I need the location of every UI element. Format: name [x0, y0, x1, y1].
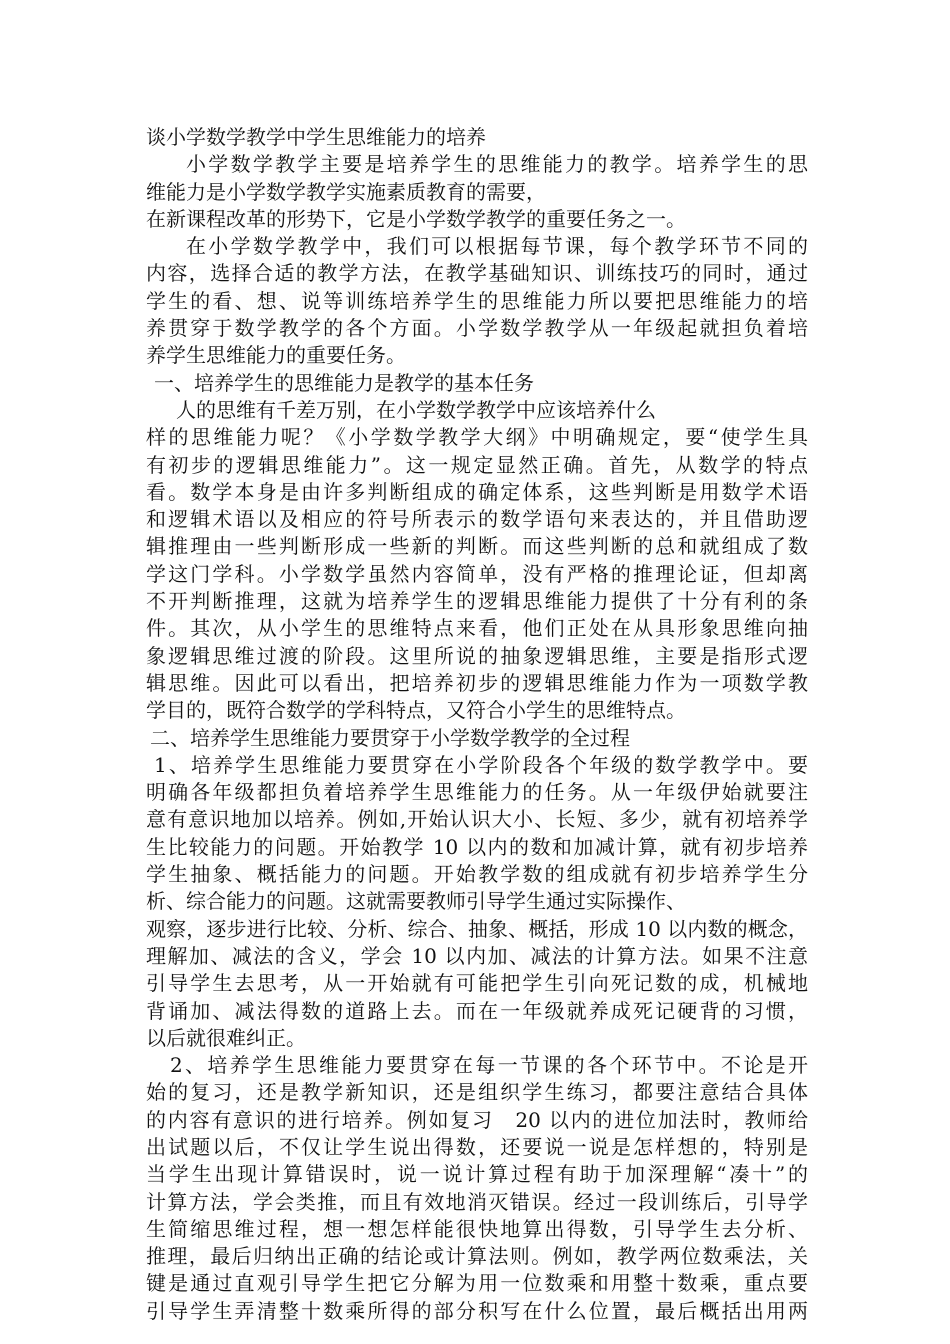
text-line: 观察，逐步进行比较、分析、综合、抽象、概括，形成 10 以内数的概念， [146, 916, 808, 941]
text-line: 养学生思维能力的重要任务。 [146, 343, 406, 368]
text-line: 出试题以后，不仅让学生说出得数，还要说一说是怎样想的，特别是 [146, 1134, 808, 1159]
text-line: 键是通过直观引导学生把它分解为用一位数乘和用整十数乘，重点要 [146, 1271, 808, 1296]
text-line: 1、培养学生思维能力要贯穿在小学阶段各个年级的数学教学中。要 [154, 752, 808, 777]
text-line: 计算方法，学会类推，而且有效地消灭错误。经过一段训练后，引导学 [146, 1189, 808, 1214]
text-line: 和逻辑术语以及相应的符号所表示的数学语句来表达的，并且借助逻 [146, 507, 808, 532]
text-line: 二、培养学生思维能力要贯穿于小学数学教学的全过程 [150, 725, 630, 750]
text-line: 以后就很难纠正。 [146, 1025, 306, 1050]
text-line: 理解加、减法的含义，学会 10 以内加、减法的计算方法。如果不注意 [146, 943, 808, 968]
text-line: 学生的看、想、说等训练培养学生的思维能力所以要把思维能力的培 [146, 288, 808, 313]
text-line: 当学生出现计算错误时，说一说计算过程有助于加深理解“凑十”的 [146, 1162, 808, 1187]
text-line: 生比较能力的问题。开始教学 10 以内的数和加减计算，就有初步培养 [146, 834, 808, 859]
text-line: 象逻辑思维过渡的阶段。这里所说的抽象逻辑思维，主要是指形式逻 [146, 643, 808, 668]
text-line: 一、培养学生的思维能力是教学的基本任务 [154, 370, 534, 395]
document-title: 谈小学数学教学中学生思维能力的培养 [146, 125, 486, 149]
text-line: 人的思维有千差万别，在小学数学教学中应该培养什么 [176, 397, 656, 422]
text-line: 不开判断推理，这就为培养学生的逻辑思维能力提供了十分有利的条 [146, 589, 808, 614]
text-line: 辑推理由一些判断形成一些新的判断。而这些判断的总和就组成了数 [146, 534, 808, 559]
document-page [146, 124, 808, 1325]
text-line: 的内容有意识的进行培养。例如复习 20 以内的进位加法时，教师给 [146, 1107, 808, 1132]
text-line: 背诵加、减法得数的道路上去。而在一年级就养成死记硬背的习惯， [146, 998, 808, 1023]
text-line: 引导学生去思考，从一开始就有可能把学生引向死记数的成，机械地 [146, 971, 808, 996]
text-line: 在新课程改革的形势下，它是小学数学教学的重要任务之一。 [146, 206, 686, 231]
text-line: 引导学生弄清整十数乘所得的部分积写在什么位置，最后概括出用两 [146, 1298, 808, 1323]
text-line: 在小学数学教学中，我们可以根据每节课，每个教学环节不同的 [186, 234, 808, 259]
text-line: 生简缩思维过程，想一想怎样能很快地算出得数，引导学生去分析、 [146, 1216, 808, 1241]
text-line: 维能力是小学数学教学实施素质教育的需要， [146, 179, 546, 204]
text-line: 辑思维。因此可以看出，把培养初步的逻辑思维能力作为一项数学教 [146, 670, 808, 695]
text-line: 推理，最后归纳出正确的结论或计算法则。例如，教学两位数乘法，关 [146, 1244, 808, 1269]
text-line: 明确各年级都担负着培养学生思维能力的任务。从一年级伊始就要注 [146, 780, 808, 805]
text-line: 学生抽象、概括能力的问题。开始教学数的组成就有初步培养学生分 [146, 862, 808, 887]
text-line: 件。其次，从小学生的思维特点来看，他们正处在从具形象思维向抽 [146, 616, 808, 641]
text-line: 小学数学教学主要是培养学生的思维能力的教学。培养学生的思 [186, 152, 808, 177]
text-line: 养贯穿于数学教学的各个方面。小学数学教学从一年级起就担负着培 [146, 316, 808, 341]
text-line: 析、综合能力的问题。这就需要教师引导学生通过实际操作、 [146, 889, 686, 914]
text-line: 样的思维能力呢？《小学数学教学大纲》中明确规定，要“使学生具 [146, 425, 808, 450]
text-line: 学目的，既符合数学的学科特点，又符合小学生的思维特点。 [146, 698, 686, 723]
text-line: 看。数学本身是由许多判断组成的确定体系，这些判断是用数学术语 [146, 479, 808, 504]
text-line: 2、培养学生思维能力要贯穿在每一节课的各个环节中。不论是开 [170, 1053, 808, 1078]
text-line: 学这门学科。小学数学虽然内容简单，没有严格的推理论证，但却离 [146, 561, 808, 586]
text-line: 意有意识地加以培养。例如,开始认识大小、长短、多少，就有初培养学 [146, 807, 808, 832]
text-line: 始的复习，还是教学新知识，还是组织学生练习，都要注意结合具体 [146, 1080, 808, 1105]
text-line: 内容，选择合适的教学方法，在教学基础知识、训练技巧的同时，通过 [146, 261, 808, 286]
text-line: 有初步的逻辑思维能力”。这一规定显然正确。首先，从数学的特点 [146, 452, 808, 477]
